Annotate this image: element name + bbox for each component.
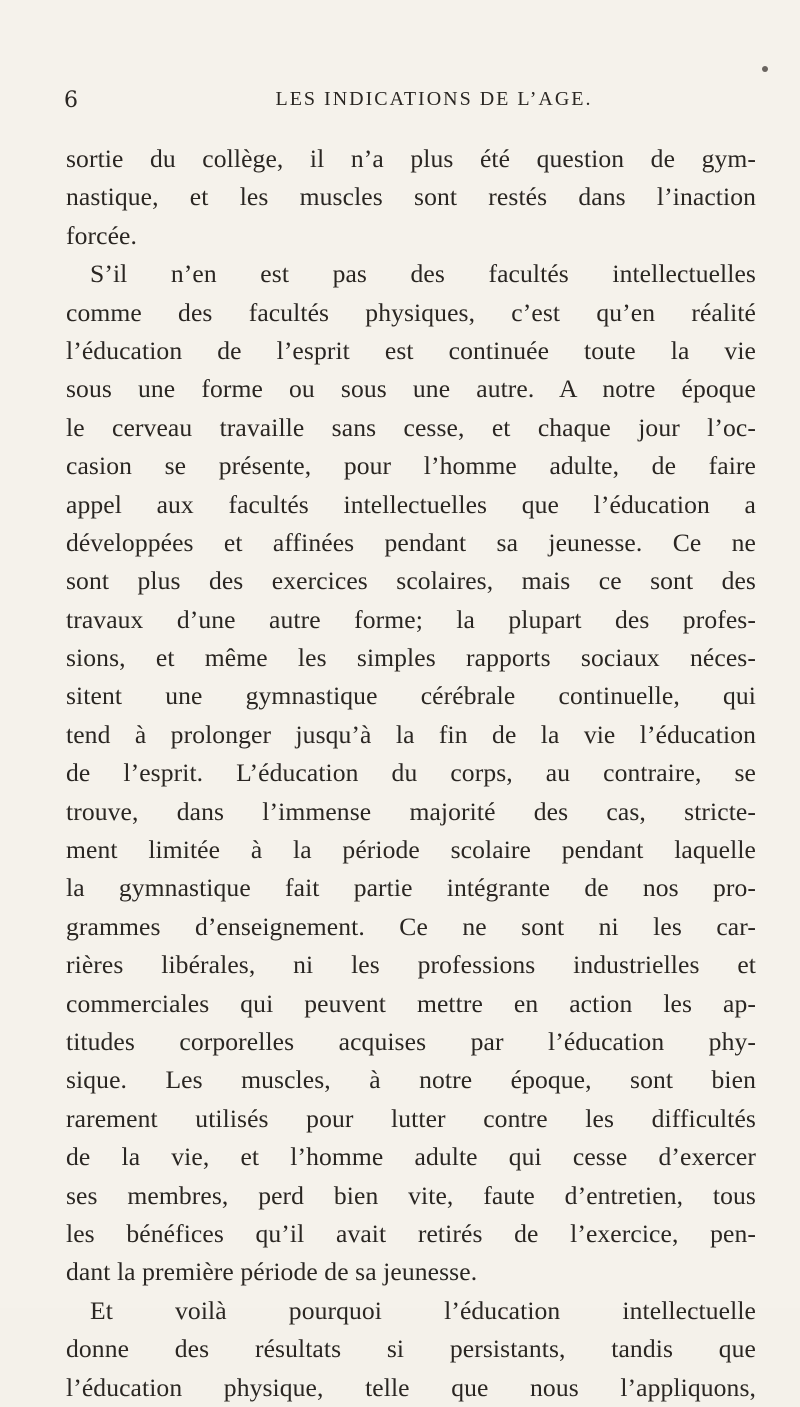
- text-line: sique. Les muscles, à notre époque, sont bien: [66, 1065, 756, 1095]
- text-line: développées et affinées pendant sa jeunesse. Ce ne: [66, 527, 756, 557]
- text-line: dant la première période de sa jeunesse.: [66, 1257, 478, 1287]
- text-line: l’éducation physique, telle que nous l’appliquons,: [66, 1372, 756, 1402]
- text-line: donne des résultats si persistants, tandis que: [66, 1334, 756, 1364]
- text-line: sous une forme ou sous une autre. A notre époque: [66, 374, 756, 404]
- ink-speck: [762, 66, 768, 72]
- text-line: rarement utilisés pour lutter contre les difficultés: [66, 1103, 756, 1133]
- text-line: sont plus des exercices scolaires, mais ce sont des: [66, 566, 756, 596]
- text-line: l’éducation de l’esprit est continuée toute la vie: [66, 335, 756, 365]
- page-header: [64, 88, 744, 118]
- text-line: grammes d’enseignement. Ce ne sont ni les car-: [66, 911, 756, 941]
- text-line: casion se présente, pour l’homme adulte, de faire: [66, 451, 756, 481]
- text-line: rières libérales, ni les professions industrielles et: [66, 950, 756, 980]
- text-line: travaux d’une autre forme; la plupart des profes-: [66, 604, 756, 634]
- text-line: commerciales qui peuvent mettre en action les ap-: [66, 988, 756, 1018]
- text-line: sortie du collège, il n’a plus été question de gym-: [66, 144, 756, 173]
- text-line: tend à prolonger jusqu’à la fin de la vie l’éducation: [66, 719, 756, 749]
- text-line: le cerveau travaille sans cesse, et chaque jour l’oc-: [66, 412, 756, 442]
- text-line: ment limitée à la période scolaire pendant laquelle: [66, 835, 756, 865]
- text-line: sitent une gymnastique cérébrale continuelle, qui: [66, 681, 756, 711]
- text-line: de l’esprit. L’éducation du corps, au contraire, se: [66, 758, 756, 788]
- text-line: forcée.: [66, 220, 138, 250]
- text-line: les bénéfices qu’il avait retirés de l’exercice, pen-: [66, 1218, 756, 1248]
- text-line: comme des facultés physiques, c’est qu’en réalité: [66, 297, 756, 327]
- page-number: 6: [64, 88, 79, 113]
- text-line: S’il n’en est pas des facultés intellectuelles: [90, 259, 756, 289]
- text-line: la gymnastique fait partie intégrante de nos pro-: [66, 873, 756, 903]
- text-line: Et voilà pourquoi l’éducation intellectuelle: [90, 1295, 756, 1325]
- text-line: titudes corporelles acquises par l’éducation phy-: [66, 1026, 756, 1056]
- running-head: LES INDICATIONS DE L’AGE.: [275, 88, 593, 110]
- text-line: ses membres, perd bien vite, faute d’entretien, tous: [66, 1180, 756, 1210]
- body-text: [66, 140, 756, 1407]
- text-line: trouve, dans l’immense majorité des cas, stricte-: [66, 796, 756, 826]
- text-line: sions, et même les simples rapports sociaux néces-: [66, 643, 756, 673]
- text-line: de la vie, et l’homme adulte qui cesse d’exercer: [66, 1142, 756, 1172]
- text-line: appel aux facultés intellectuelles que l’éducation a: [66, 489, 756, 519]
- text-line: nastique, et les muscles sont restés dans l’inaction: [66, 182, 756, 212]
